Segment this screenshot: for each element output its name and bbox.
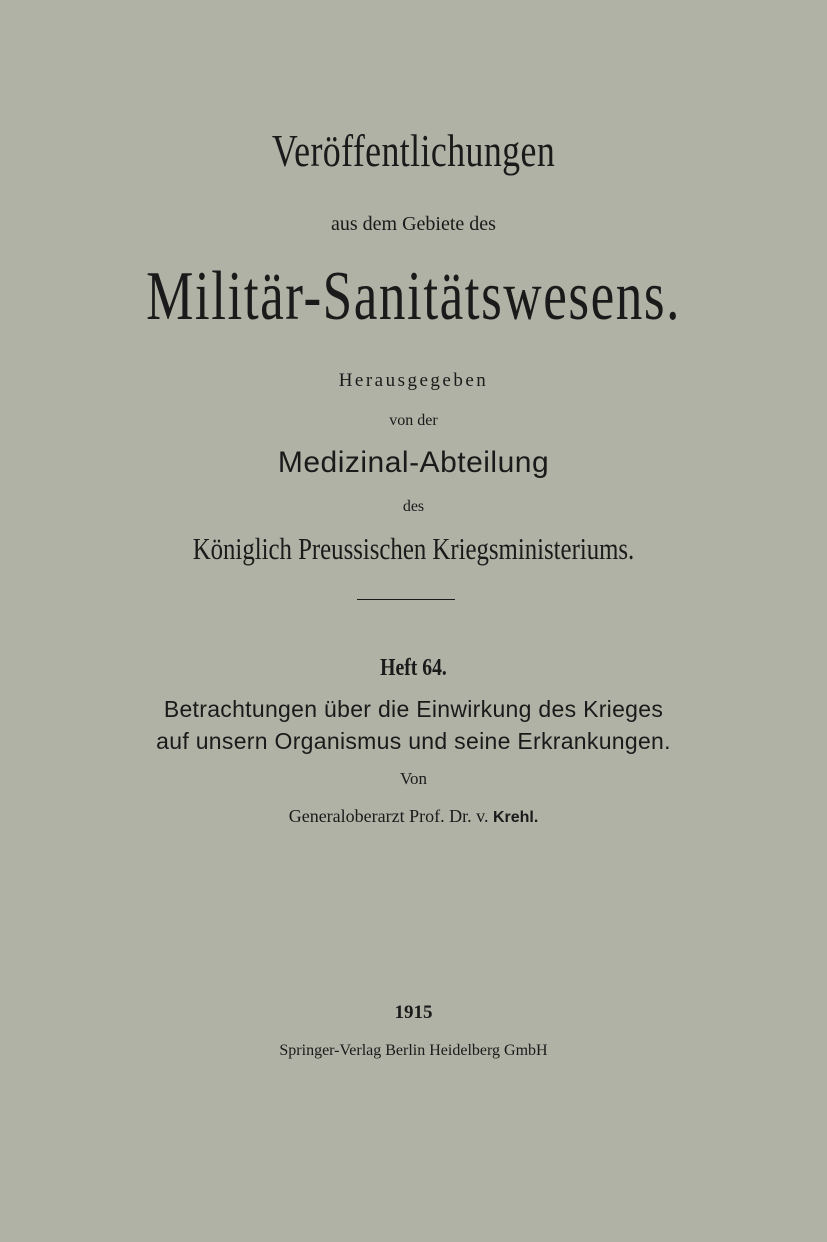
separator-rule (357, 599, 455, 600)
editor-von: von der (389, 412, 438, 429)
author-line (0, 807, 827, 826)
publisher: Springer-Verlag Berlin Heidelberg GmbH (279, 1042, 548, 1059)
ministry-name: Königlich Preussischen Kriegsministeriums. (192, 531, 635, 566)
department-name: Medizinal-Abteilung (277, 446, 550, 479)
main-title: Militär-Sanitätswesens. (146, 258, 681, 335)
editor-label: Herausgegeben (338, 370, 489, 391)
work-title-line-1: Betrachtungen über die Einwirkung des Krieges (163, 696, 664, 722)
author-prefix: Generaloberarzt Prof. Dr. v. (288, 806, 489, 826)
publication-year: 1915 (394, 1002, 433, 1023)
work-title-line-2: auf unsern Organismus und seine Erkrankungen. (156, 728, 671, 754)
author-name: Krehl. (492, 809, 539, 826)
series-title: Veröffentlichungen (271, 125, 556, 176)
issue-number: Heft 64. (380, 655, 447, 681)
department-des: des (402, 498, 425, 515)
series-subtitle: aus dem Gebiete des (331, 213, 496, 235)
by-label: Von (399, 769, 428, 788)
